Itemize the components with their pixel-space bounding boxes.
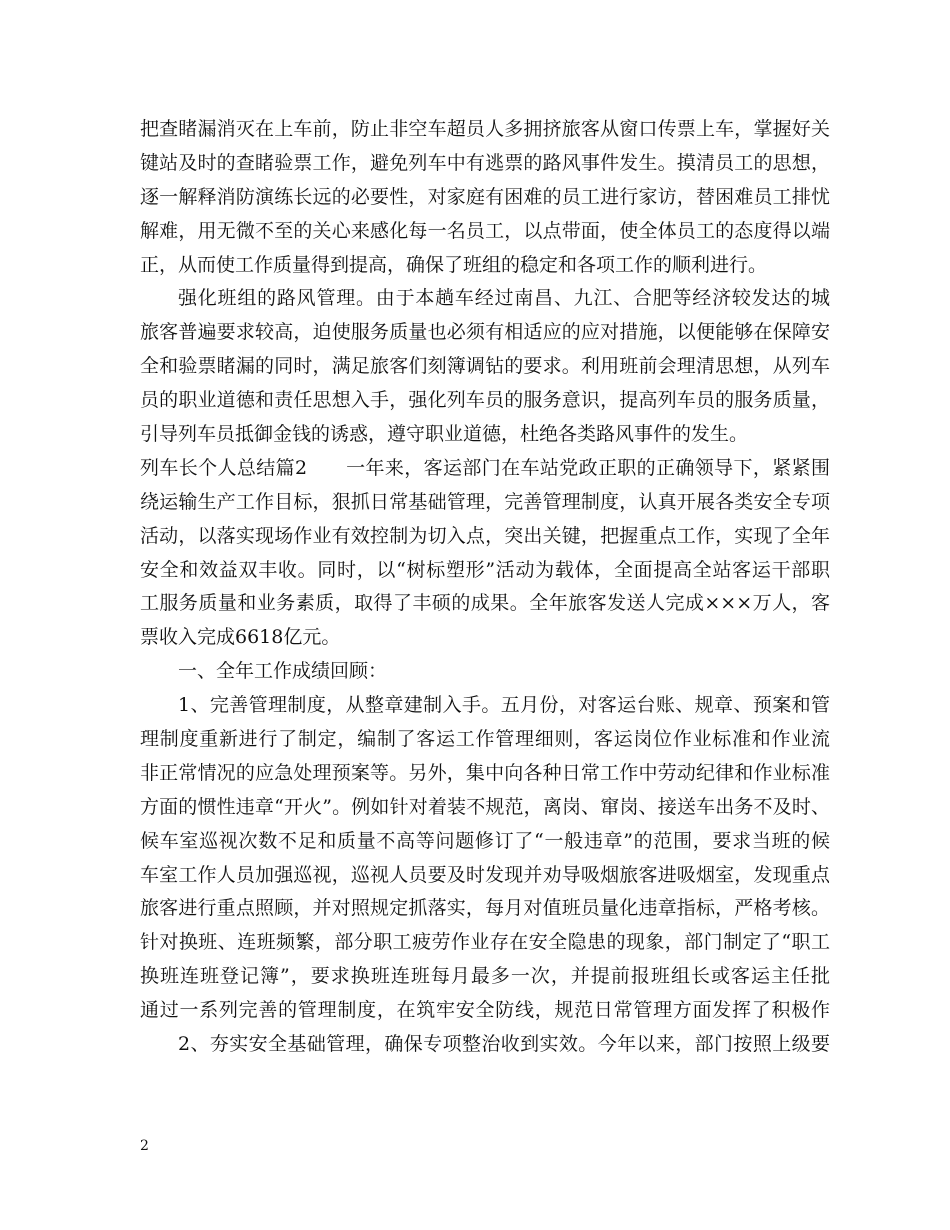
text-line: 列车长个人总结篇2 一年来，客运部门在车站党政正职的正确领导下，紧紧围 xyxy=(140,456,830,479)
text-line: 换班连班登记簿”，要求换班连班每月最多一次，并提前报班组长或客运主任批 xyxy=(140,965,830,988)
text-line: 通过一系列完善的管理制度，在筑牢安全防线，规范日常管理方面发挥了积极作 xyxy=(140,999,830,1022)
text-line: 键站及时的查睹验票工作，避免列车中有逃票的路风事件发生。摸清员工的思想， xyxy=(140,151,830,174)
text-line: 票收入完成6618亿元。 xyxy=(140,626,341,649)
text-line: 员的职业道德和责任思想入手，强化列车员的服务意识，提高列车员的服务质量， xyxy=(140,389,830,412)
text-line: 工服务质量和业务素质，取得了丰硕的成果。全年旅客发送人完成×××万人，客 xyxy=(140,592,830,615)
text-line: 活动，以落实现场作业有效控制为切入点，突出关键，把握重点工作，实现了全年 xyxy=(140,524,830,547)
text-line: 解难，用无微不至的关心来感化每一名员工，以点带面，使全体员工的态度得以端 xyxy=(140,219,830,242)
text-line: 方面的惯性违章“开火”。例如针对着装不规范，离岗、窜岗、接送车出务不及时、 xyxy=(140,795,830,818)
text-line: 绕运输生产工作目标，狠抓日常基础管理，完善管理制度，认真开展各类安全专项 xyxy=(140,490,830,513)
text-line: 理制度重新进行了制定，编制了客运工作管理细则，客运岗位作业标准和作业流 xyxy=(140,728,830,751)
text-line: 2、夯实安全基础管理，确保专项整治收到实效。今年以来，部门按照上级要 xyxy=(178,1033,830,1056)
text-line: 候车室巡视次数不足和质量不高等问题修订了“一般违章”的范围，要求当班的候 xyxy=(140,829,830,852)
text-line: 引导列车员抵御金钱的诱惑，遵守职业道德，杜绝各类路风事件的发生。 xyxy=(140,423,749,446)
text-line: 旅客进行重点照顾，并对照规定抓落实，每月对值班员量化违章指标，严格考核。 xyxy=(140,897,830,920)
document-body xyxy=(140,113,830,1062)
text-line: 全和验票睹漏的同时，满足旅客们刻簿调钻的要求。利用班前会理清思想，从列车 xyxy=(140,355,830,378)
text-line: 针对换班、连班频繁，部分职工疲劳作业存在安全隐患的现象，部门制定了“职工 xyxy=(140,931,830,954)
text-line: 旅客普遍要求较高，迫使服务质量也必须有相适应的应对措施，以便能够在保障安 xyxy=(140,321,830,344)
text-line: 强化班组的路风管理。由于本趟车经过南昌、九江、合肥等经济较发达的城 xyxy=(178,287,830,310)
text-line: 正，从而使工作质量得到提高，确保了班组的稳定和各项工作的顺利进行。 xyxy=(140,253,768,276)
text-line: 车室工作人员加强巡视，巡视人员要及时发现并劝导吸烟旅客进吸烟室，发现重点 xyxy=(140,863,830,886)
text-line: 一、全年工作成绩回顾： xyxy=(178,660,388,683)
text-line: 1、完善管理制度，从整章建制入手。五月份，对客运台账、规章、预案和管 xyxy=(178,694,830,717)
text-line: 非正常情况的应急处理预案等。另外，集中向各种日常工作中劳动纪律和作业标准 xyxy=(140,761,830,784)
text-line: 逐一解释消防演练长远的必要性，对家庭有困难的员工进行家访，替困难员工排忧 xyxy=(140,185,830,208)
text-line: 安全和效益双丰收。同时，以“树标塑形”活动为载体，全面提高全站客运干部职 xyxy=(140,558,830,581)
text-line: 把查睹漏消灭在上车前，防止非空车超员人多拥挤旅客从窗口传票上车，掌握好关 xyxy=(140,118,830,140)
page-number: 2 xyxy=(140,1138,149,1154)
